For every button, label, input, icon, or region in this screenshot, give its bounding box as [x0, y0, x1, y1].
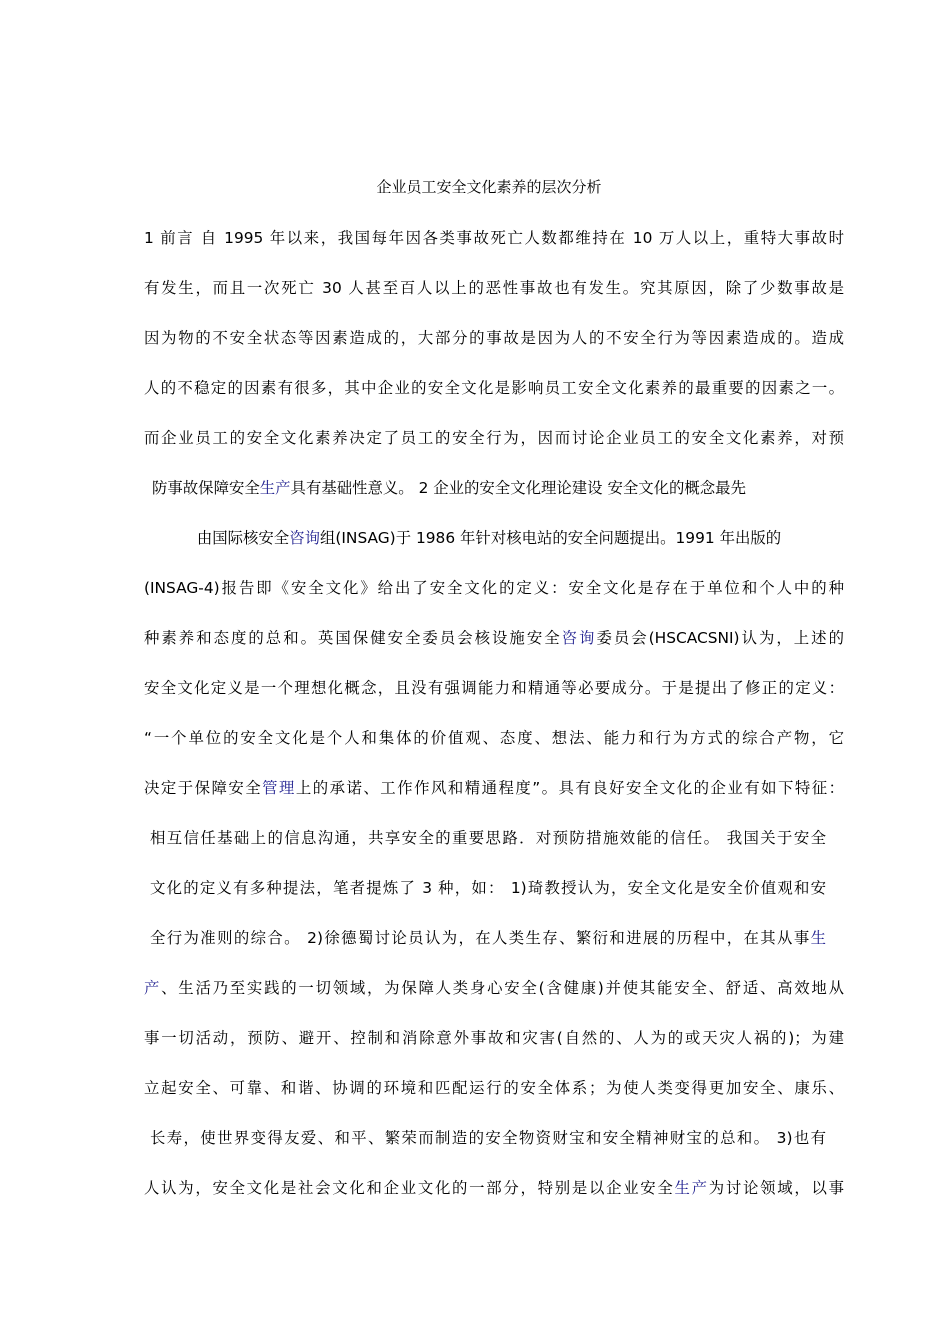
- body-line: 1 前言 自 1995 年以来，我国每年因各类事故死亡人数都维持在 10 万人以上，重特大事故时: [144, 229, 844, 247]
- body-line: 防事故保障安全生产具有基础性意义。 2 企业的安全文化理论建设 安全文化的概念最先: [152, 479, 746, 497]
- body-line: 而企业员工的安全文化素养决定了员工的安全行为，因而讨论企业员工的安全文化素养，对预: [144, 429, 844, 447]
- keyword-link[interactable]: 生产: [674, 1179, 709, 1197]
- body-line: 文化的定义有多种提法，笔者提炼了 3 种，如： 1)琦教授认为，安全文化是安全价值观和安: [150, 879, 826, 897]
- body-line: 产、生活乃至实践的一切领域，为保障人类身心安全(含健康)并使其能安全、舒适、高效地从: [144, 979, 844, 997]
- keyword-link[interactable]: 咨询: [561, 629, 597, 647]
- keyword-link[interactable]: 管理: [262, 779, 296, 797]
- body-line: 决定于保障安全管理上的承诺、工作作风和精通程度”。具有良好安全文化的企业有如下特征：: [144, 779, 844, 797]
- body-line: 立起安全、可靠、和谐、协调的环境和匹配运行的安全体系；为使人类变得更加安全、康乐、: [144, 1079, 844, 1097]
- body-line: 有发生，而且一次死亡 30 人甚至百人以上的恶性事故也有发生。究其原因，除了少数事故是: [144, 279, 844, 297]
- body-line: 事一切活动，预防、避开、控制和消除意外事故和灾害(自然的、人为的或天灾人祸的)；为建: [144, 1029, 844, 1047]
- document-title: 企业员工安全文化素养的层次分析: [376, 178, 602, 196]
- body-line: (INSAG-4)报告即《安全文化》给出了安全文化的定义：安全文化是存在于单位和个人中的种: [144, 579, 844, 597]
- body-line: 长寿，使世界变得友爱、和平、繁荣而制造的安全物资财宝和安全精神财宝的总和。 3)也有: [150, 1129, 826, 1147]
- body-line: 种素养和态度的总和。英国保健安全委员会核设施安全咨询委员会(HSCACSNI)认为，上述的: [144, 629, 844, 647]
- body-line: 相互信任基础上的信息沟通，共享安全的重要思路．对预防措施效能的信任。 我国关于安全: [150, 829, 826, 847]
- keyword-link[interactable]: 生产: [259, 479, 291, 497]
- body-line: 因为物的不安全状态等因素造成的，大部分的事故是因为人的不安全行为等因素造成的。造成: [144, 329, 844, 347]
- body-line: “一个单位的安全文化是个人和集体的价值观、态度、想法、能力和行为方式的综合产物，它: [144, 729, 844, 747]
- body-line: 安全文化定义是一个理想化概念，且没有强调能力和精通等必要成分。于是提出了修正的定义：: [144, 679, 844, 697]
- body-line: 由国际核安全咨询组(INSAG)于 1986 年针对核电站的安全问题提出。1991 年出版的: [196, 529, 782, 547]
- keyword-link[interactable]: 产: [144, 979, 162, 997]
- keyword-link[interactable]: 生: [810, 929, 826, 947]
- body-line: 全行为准则的综合。 2)徐德蜀讨论员认为，在人类生存、繁衍和进展的历程中，在其从事生: [150, 929, 826, 947]
- keyword-link[interactable]: 咨询: [289, 529, 320, 547]
- body-line: 人的不稳定的因素有很多，其中企业的安全文化是影响员工安全文化素养的最重要的因素之一。: [144, 379, 844, 397]
- body-line: 人认为，安全文化是社会文化和企业文化的一部分，特别是以企业安全生产为讨论领域，以事: [144, 1179, 844, 1197]
